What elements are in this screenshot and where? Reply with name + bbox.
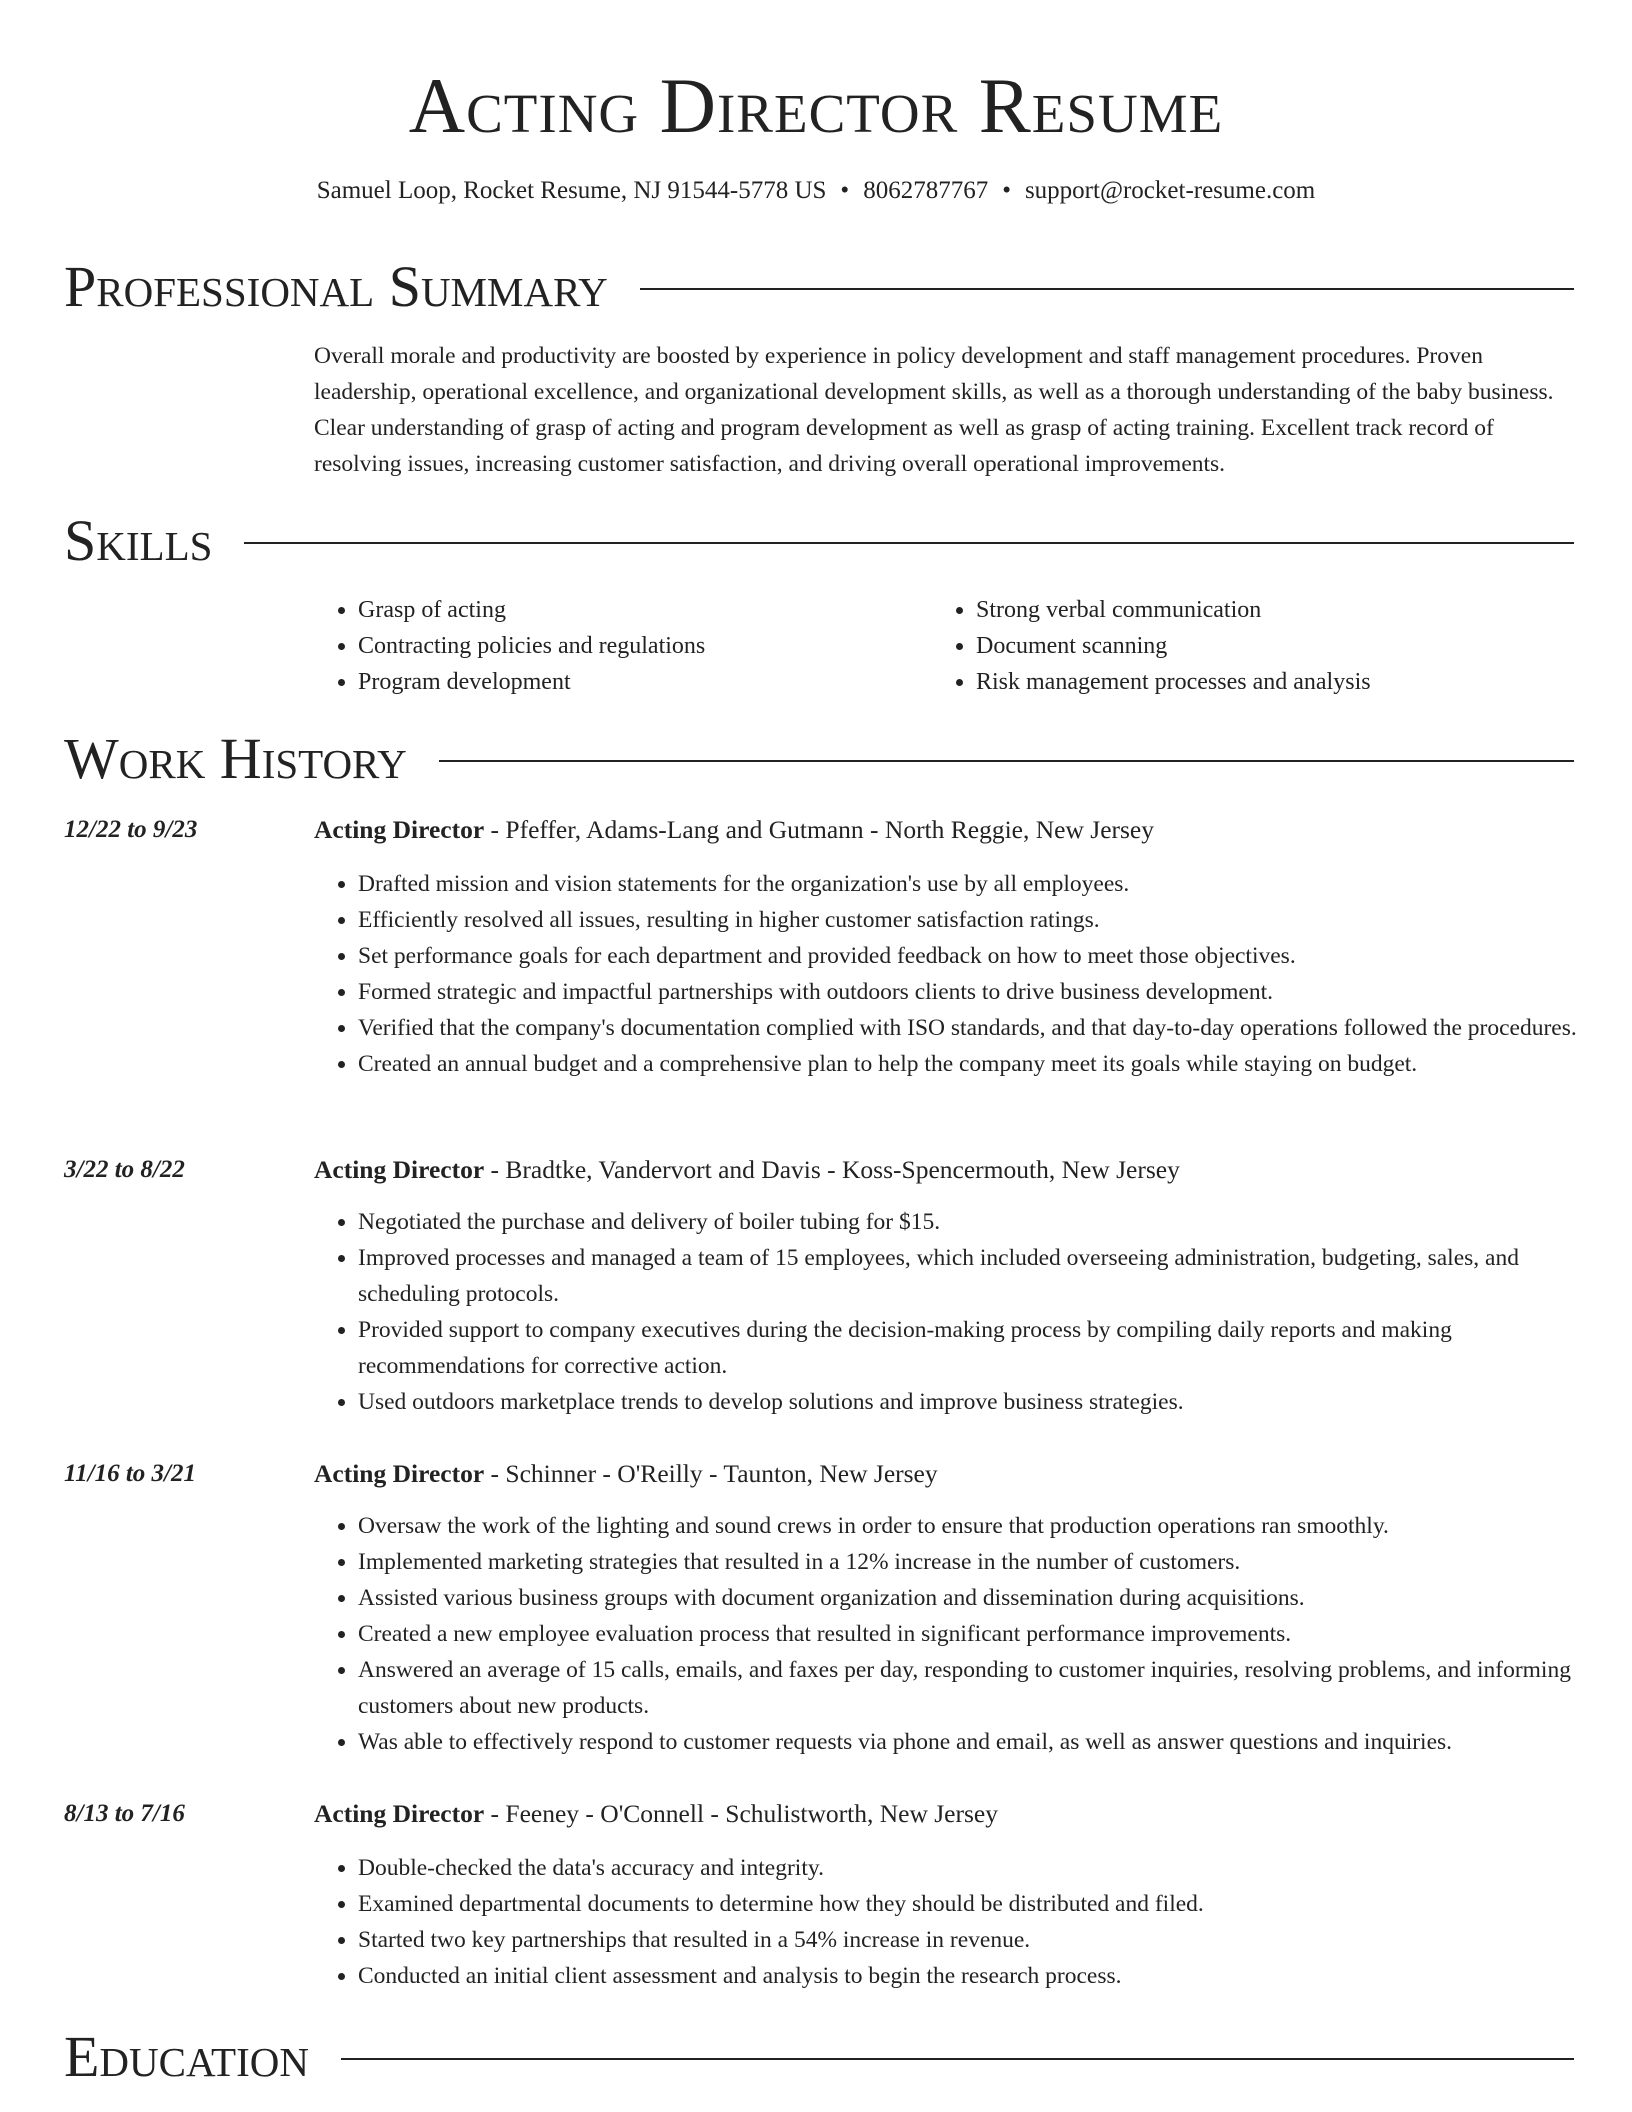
skill-item: • Document scanning xyxy=(976,628,1371,664)
list-item: • Started two key partnerships that resulted in a 54% increase in revenue. xyxy=(358,1922,1584,1958)
list-item: • Used outdoors marketplace trends to develop solutions and improve business strategies. xyxy=(358,1384,1584,1420)
job-employer: - Schinner - O'Reilly - Taunton, New Jersey xyxy=(484,1459,938,1488)
section-divider xyxy=(244,542,1574,544)
job-dates: 11/16 to 3/21 xyxy=(64,1460,196,1487)
list-item: • Formed strategic and impactful partnerships with outdoors clients to drive business development. xyxy=(358,974,1584,1010)
resume-title: Acting Director Resume xyxy=(408,62,1224,149)
job-title: Acting Director xyxy=(314,1155,485,1184)
skill-item: • Risk management processes and analysis xyxy=(976,664,1371,700)
job-employer: - Bradtke, Vandervort and Davis - Koss-Spencermouth, New Jersey xyxy=(484,1155,1180,1184)
list-item: • Double-checked the data's accuracy and integrity. xyxy=(358,1850,1584,1886)
list-item: • Negotiated the purchase and delivery of boiler tubing for $15. xyxy=(358,1204,1584,1240)
skill-item: • Grasp of acting xyxy=(358,592,705,628)
list-item: • Conducted an initial client assessment and analysis to begin the research process. xyxy=(358,1958,1584,1994)
job-title: Acting Director xyxy=(314,1799,485,1828)
section-divider xyxy=(341,2058,1574,2060)
contact-separator: • xyxy=(840,177,850,204)
job-dates: 8/13 to 7/16 xyxy=(64,1800,185,1827)
job-title: Acting Director xyxy=(314,1459,485,1488)
job-dates: 12/22 to 9/23 xyxy=(64,816,198,843)
list-item: • Improved processes and managed a team of 15 employees, which included overseeing administration, budgeting, sales, and scheduling protocols. xyxy=(358,1240,1584,1312)
list-item: • Provided support to company executives during the decision-making process by compiling daily reports and making recommendations for corrective action. xyxy=(358,1312,1584,1384)
work-section-header xyxy=(64,724,1574,794)
list-item: • Drafted mission and vision statements for the organization's use by all employees. xyxy=(358,866,1584,902)
skill-item: • Contracting policies and regulations xyxy=(358,628,705,664)
job-title: Acting Director xyxy=(314,815,485,844)
list-item: • Created an annual budget and a comprehensive plan to help the company meet its goals while staying on budget. xyxy=(358,1046,1584,1082)
contact-line xyxy=(0,174,1632,208)
job-header xyxy=(314,1456,1574,1492)
job-header xyxy=(314,812,1574,848)
education-heading: Education xyxy=(64,2024,309,2089)
list-item: • Created a new employee evaluation process that resulted in significant performance improvements. xyxy=(358,1616,1584,1652)
list-item: • Set performance goals for each department and provided feedback on how to meet those objectives. xyxy=(358,938,1584,974)
skills-heading: Skills xyxy=(64,508,213,573)
skill-item: • Program development xyxy=(358,664,705,700)
section-divider xyxy=(439,760,1574,762)
section-divider xyxy=(640,288,1574,290)
summary-text: Overall morale and productivity are boosted by experience in policy development and staff management procedures. Proven leadership, operational excellence, and organizational development skills, as well as a thorough understanding of the baby business. Clear understanding of grasp of acting and program development as well as grasp of acting training. Excellent track record of resolving issues, increasing customer satisfaction, and driving overall operational improvements. xyxy=(314,343,1554,477)
job-employer: - Pfeffer, Adams-Lang and Gutmann - North Reggie, New Jersey xyxy=(484,815,1154,844)
skills-section-header xyxy=(64,506,1574,576)
job-bullets xyxy=(314,866,1584,1082)
list-item: • Examined departmental documents to determine how they should be distributed and filed. xyxy=(358,1886,1584,1922)
job-bullets xyxy=(314,1204,1584,1420)
contact-separator: • xyxy=(1002,177,1011,204)
job-dates: 3/22 to 8/22 xyxy=(64,1156,185,1183)
job-header xyxy=(314,1152,1574,1188)
list-item: • Implemented marketing strategies that resulted in a 12% increase in the number of customers. xyxy=(358,1544,1584,1580)
contact-phone: 8062787767 xyxy=(863,177,989,204)
summary-section-header xyxy=(64,252,1574,322)
work-heading: Work History xyxy=(64,726,407,791)
job-bullets xyxy=(314,1850,1584,1994)
list-item: • Oversaw the work of the lighting and sound crews in order to ensure that production operations ran smoothly. xyxy=(358,1508,1584,1544)
list-item: • Verified that the company's documentation complied with ISO standards, and that day-to-day operations followed the procedures. xyxy=(358,1010,1584,1046)
summary-heading: Professional Summary xyxy=(64,254,608,319)
list-item: • Efficiently resolved all issues, resulting in higher customer satisfaction ratings. xyxy=(358,902,1584,938)
job-header xyxy=(314,1796,1574,1832)
education-section-header xyxy=(64,2022,1574,2092)
skills-list-left xyxy=(314,592,705,700)
contact-email: support@rocket-resume.com xyxy=(1024,177,1316,204)
skill-item: • Strong verbal communication xyxy=(976,592,1371,628)
list-item: • Assisted various business groups with document organization and dissemination during acquisitions. xyxy=(358,1580,1584,1616)
list-item: • Answered an average of 15 calls, emails, and faxes per day, responding to customer inquiries, resolving problems, and informing customers about new products. xyxy=(358,1652,1584,1724)
job-bullets xyxy=(314,1508,1584,1760)
list-item: • Was able to effectively respond to customer requests via phone and email, as well as answer questions and inquiries. xyxy=(358,1724,1584,1760)
job-employer: - Feeney - O'Connell - Schulistworth, New Jersey xyxy=(484,1799,998,1828)
contact-address: Samuel Loop, Rocket Resume, NJ 91544-5778 US xyxy=(316,177,827,204)
skills-list-right xyxy=(932,592,1371,700)
